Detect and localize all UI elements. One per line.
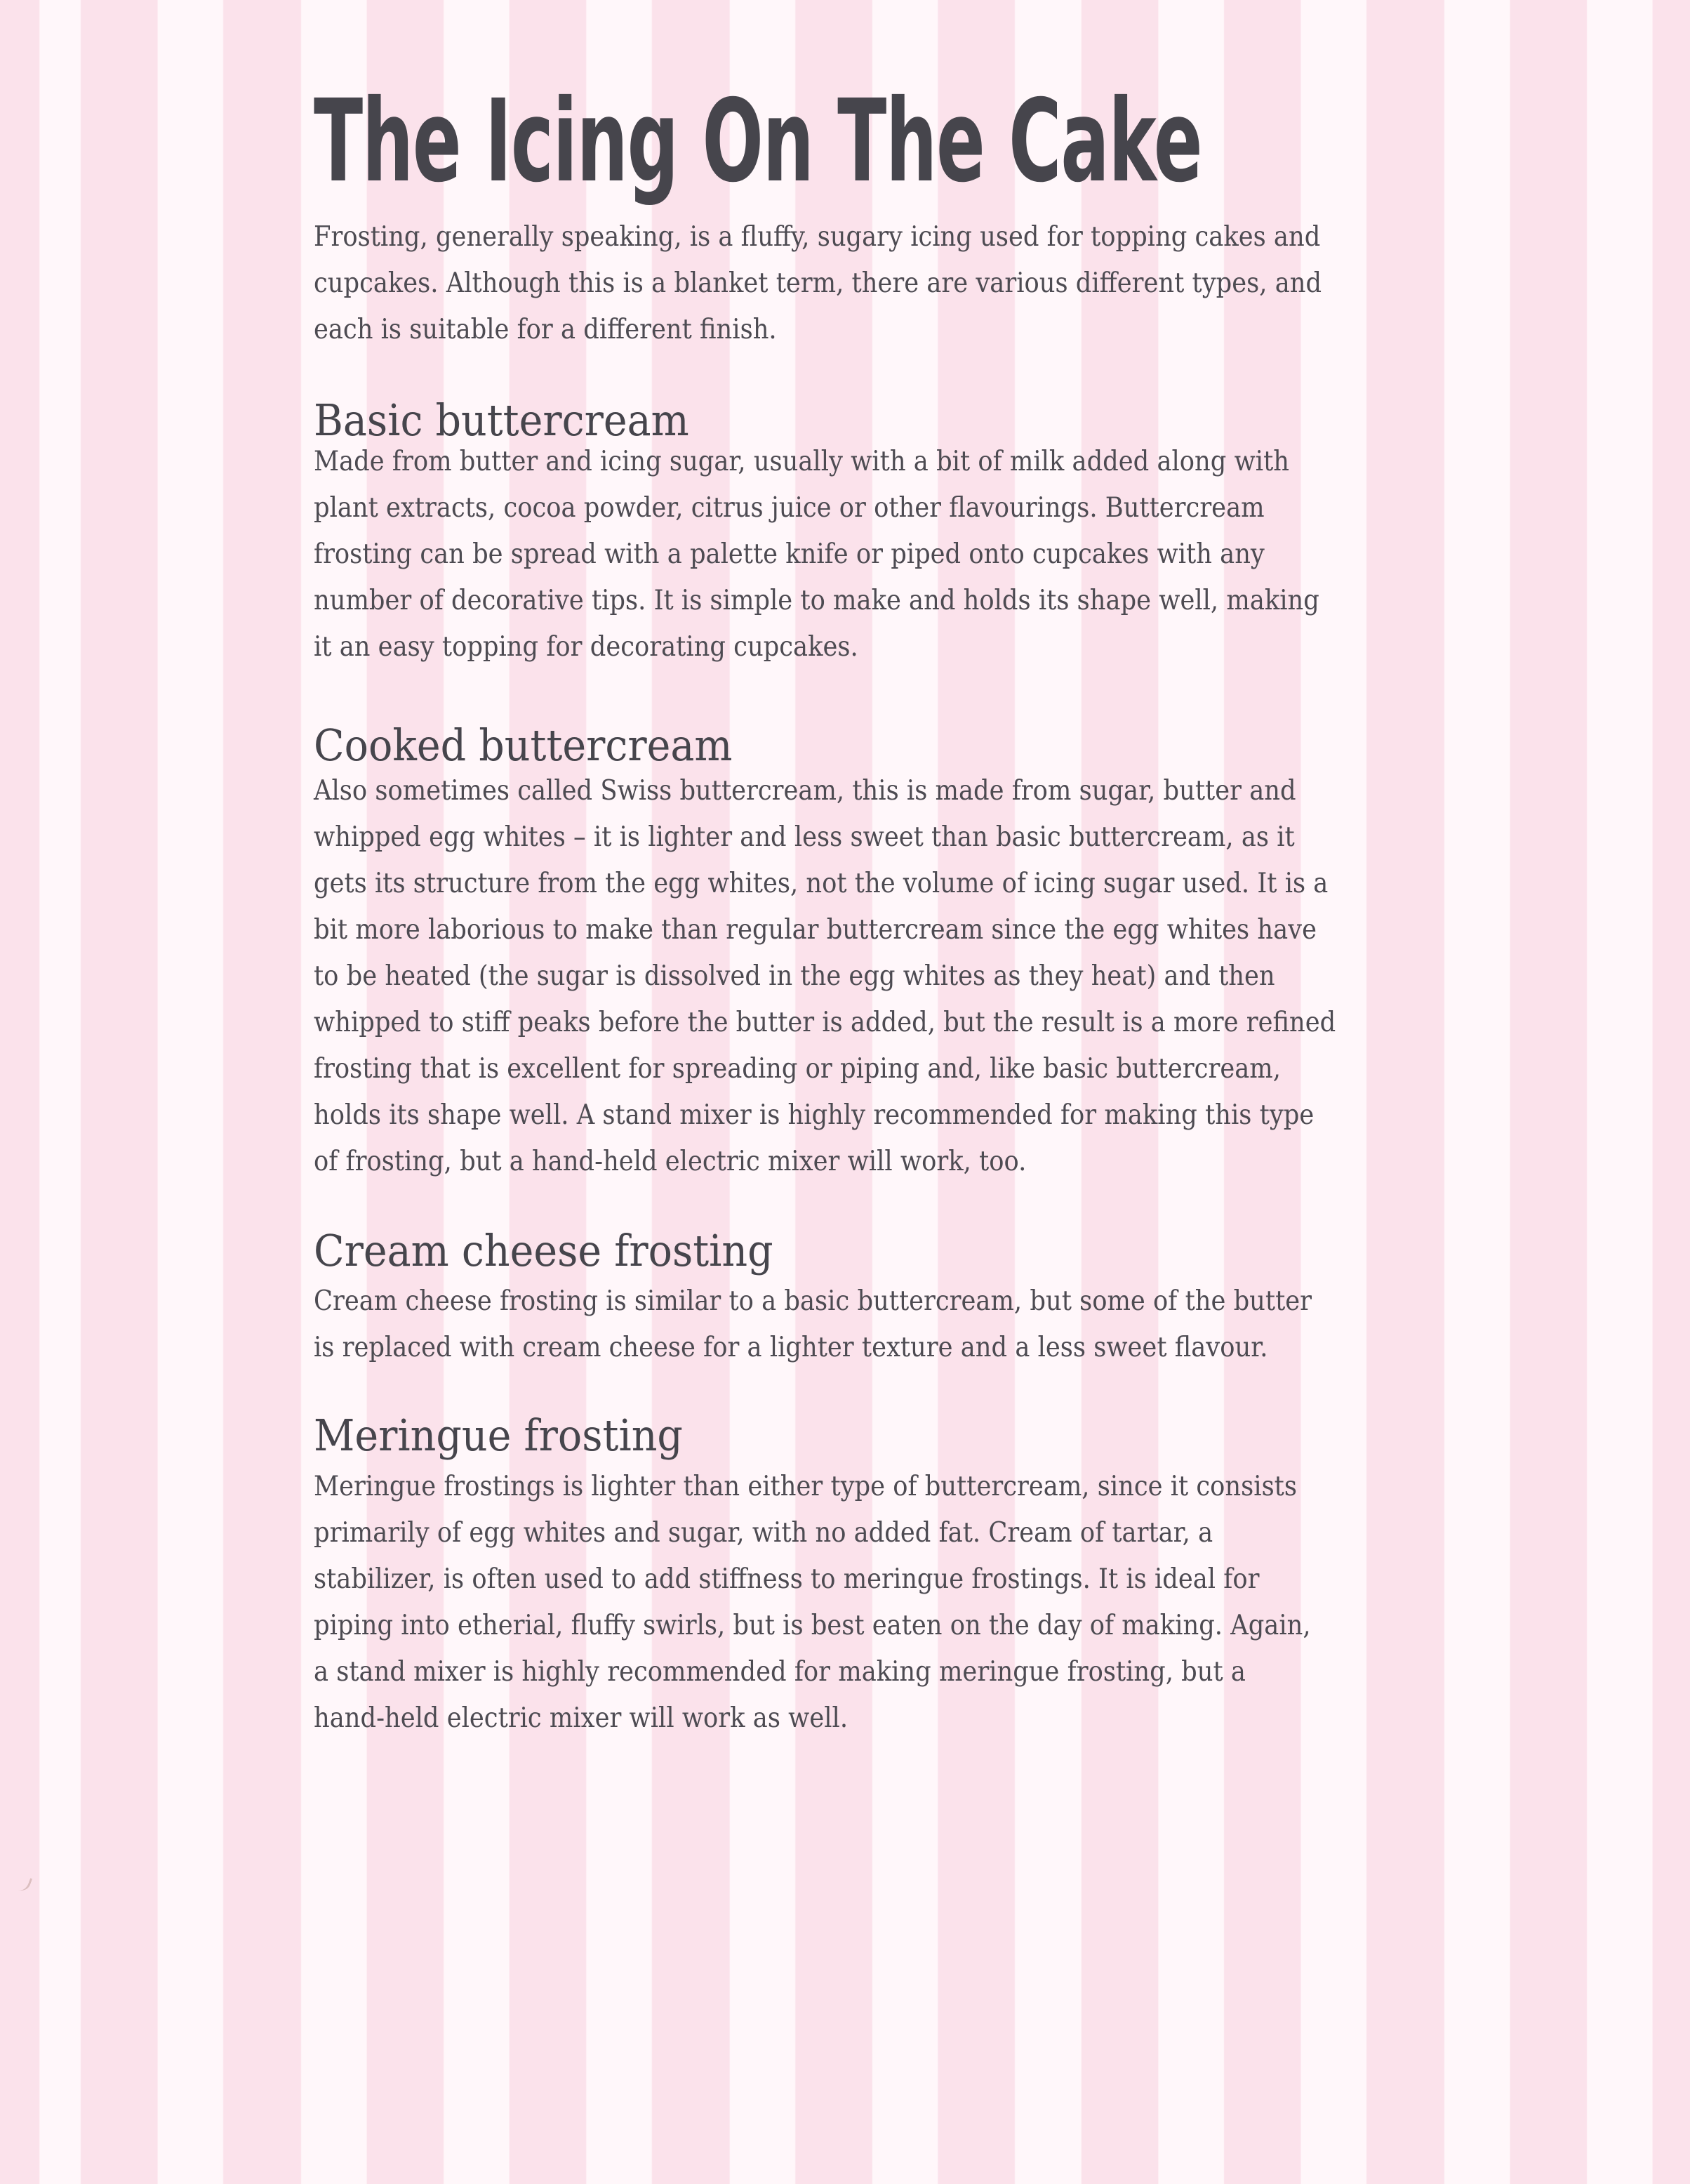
body-line: plant extracts, cocoa powder, citrus juice or other flavourings. Buttercream <box>314 492 1265 524</box>
body-line: frosting that is excellent for spreading or piping and, like basic buttercream, <box>314 1053 1281 1085</box>
section-heading-cooked-buttercream: Cooked buttercream <box>314 720 733 771</box>
section-heading-basic-buttercream: Basic buttercream <box>314 395 689 446</box>
body-line: a stand mixer is highly recommended for making meringue frosting, but a <box>314 1656 1246 1688</box>
body-line: to be heated (the sugar is dissolved in the egg whites as they heat) and then <box>314 960 1275 992</box>
section-body-basic-buttercream <box>314 439 1425 670</box>
body-line: piping into etherial, fluffy swirls, but is best eaten on the day of making. Again, <box>314 1610 1311 1641</box>
body-line: frosting can be spread with a palette knife or piped onto cupcakes with any <box>314 538 1265 570</box>
body-line: hand-held electric mixer will work as well. <box>314 1702 849 1734</box>
body-line: Also sometimes called Swiss buttercream, this is made from sugar, butter and <box>314 775 1296 807</box>
body-line: whipped egg whites – it is lighter and less sweet than basic buttercream, as it <box>314 821 1295 853</box>
intro-line: cupcakes. Although this is a blanket term, there are various different types, and <box>314 267 1322 299</box>
intro-paragraph <box>314 214 1428 353</box>
section-body-meringue-frosting <box>314 1464 1416 1742</box>
section-heading-meringue-frosting: Meringue frosting <box>314 1410 683 1461</box>
body-line: gets its structure from the egg whites, not the volume of icing sugar used. It is a <box>314 868 1329 899</box>
body-line: it an easy topping for decorating cupcakes. <box>314 631 858 663</box>
body-line: bit more laborious to make than regular buttercream since the egg whites have <box>314 914 1317 946</box>
body-line: number of decorative tips. It is simple to make and holds its shape well, making <box>314 585 1319 616</box>
body-line: whipped to stiff peaks before the butter is added, but the result is a more refined <box>314 1007 1336 1038</box>
intro-line: each is suitable for a different finish. <box>314 314 777 345</box>
body-line: Cream cheese frosting is similar to a basic buttercream, but some of the butter <box>314 1285 1312 1317</box>
body-line: Made from butter and icing sugar, usually with a bit of milk added along with <box>314 446 1290 477</box>
section-body-cooked-buttercream <box>314 768 1443 1185</box>
intro-line: Frosting, generally speaking, is a fluffy, sugary icing used for topping cakes and <box>314 221 1321 253</box>
section-body-cream-cheese-frosting <box>314 1278 1416 1371</box>
body-line: is replaced with cream cheese for a lighter texture and a less sweet flavour. <box>314 1332 1268 1363</box>
scan-artifact-mark <box>13 1874 32 1893</box>
body-line: primarily of egg whites and sugar, with no added fat. Cream of tartar, a <box>314 1517 1213 1549</box>
section-heading-cream-cheese-frosting: Cream cheese frosting <box>314 1225 773 1276</box>
body-line: holds its shape well. A stand mixer is highly recommended for making this type <box>314 1099 1315 1131</box>
body-line: Meringue frostings is lighter than either type of buttercream, since it consists <box>314 1471 1297 1502</box>
body-line: of frosting, but a hand-held electric mixer will work, too. <box>314 1146 1027 1177</box>
body-line: stabilizer, is often used to add stiffness to meringue frostings. It is ideal for <box>314 1563 1260 1595</box>
page-title: The Icing On The Cake <box>314 76 1202 208</box>
